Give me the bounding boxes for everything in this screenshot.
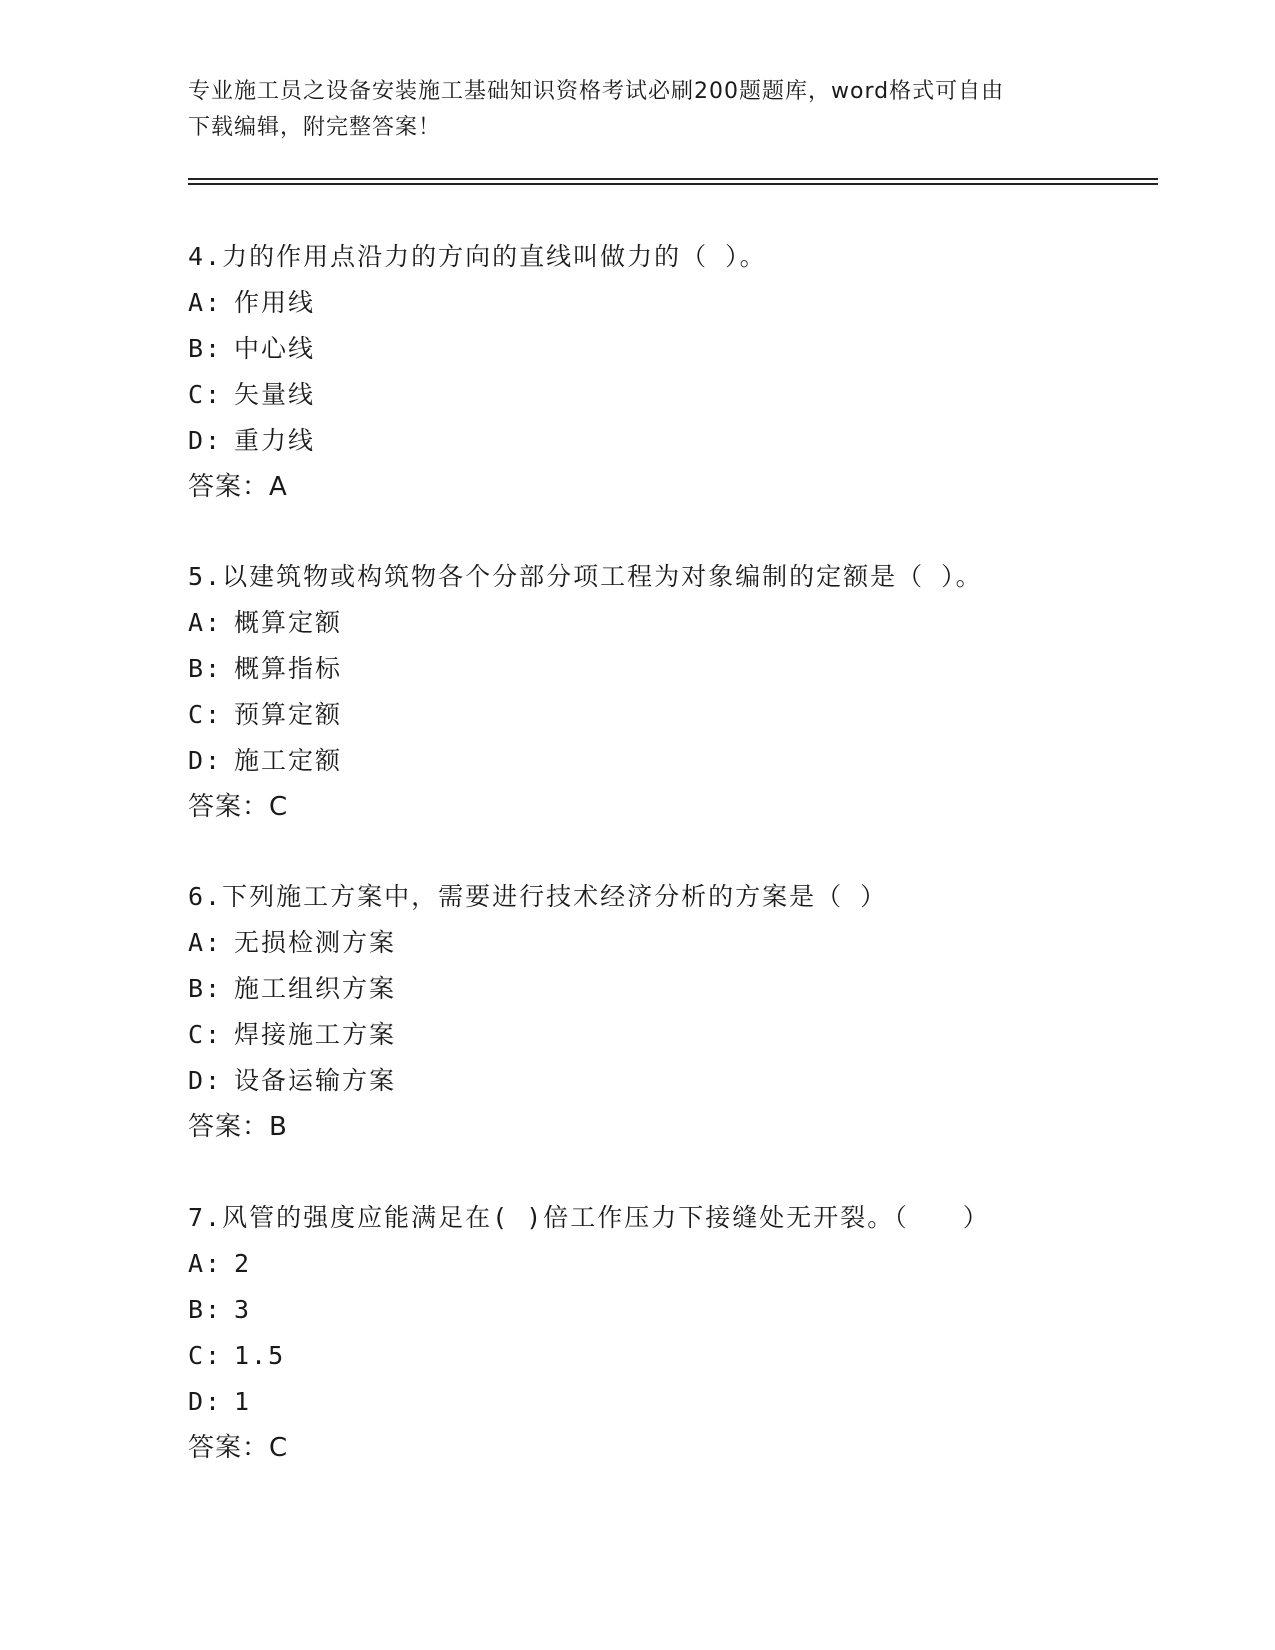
option-letter: C:: [188, 380, 223, 409]
option-b: [188, 966, 1188, 1012]
option-text: 作用线: [234, 288, 316, 317]
option-d: [188, 1379, 1188, 1425]
option-text: 预算定额: [234, 700, 343, 729]
option-letter: D:: [188, 426, 223, 455]
document-header: [188, 74, 1088, 146]
question-text: 6.下列施工方案中，需要进行技术经济分析的方案是（ ）: [188, 882, 888, 911]
answer-line: 答案：B: [188, 1112, 288, 1142]
answer-line: 答案：C: [188, 1433, 289, 1463]
option-letter: B:: [188, 1295, 223, 1324]
option-letter: D:: [188, 746, 223, 775]
option-b: [188, 1287, 1188, 1333]
option-d: [188, 1058, 1188, 1104]
option-text: 概算定额: [234, 608, 343, 637]
option-text: 无损检测方案: [234, 928, 397, 957]
option-c: [188, 1012, 1188, 1058]
answer-line: 答案：C: [188, 792, 289, 822]
option-letter: A:: [188, 288, 223, 317]
question-5: [188, 554, 1188, 830]
option-text: 中心线: [234, 334, 316, 363]
question-text: 5.以建筑物或构筑物各个分部分项工程为对象编制的定额是（ ）。: [188, 562, 983, 591]
option-letter: B:: [188, 334, 223, 363]
option-c: [188, 372, 1188, 418]
question-4: [188, 234, 1188, 510]
option-text: 设备运输方案: [234, 1066, 397, 1095]
option-c: [188, 692, 1188, 738]
option-b: [188, 326, 1188, 372]
header-divider-top: [188, 178, 1158, 180]
option-letter: A:: [188, 608, 223, 637]
option-text: 1: [234, 1387, 252, 1416]
option-text: 施工组织方案: [234, 974, 397, 1003]
option-text: 概算指标: [234, 654, 343, 683]
header-line-2: 下载编辑，附完整答案！: [188, 115, 442, 140]
option-letter: C:: [188, 1020, 223, 1049]
option-letter: D:: [188, 1066, 223, 1095]
option-d: [188, 418, 1188, 464]
option-b: [188, 646, 1188, 692]
header-divider-bottom: [188, 183, 1158, 185]
option-text: 矢量线: [234, 380, 316, 409]
option-text: 3: [234, 1295, 252, 1324]
option-a: [188, 920, 1188, 966]
option-letter: B:: [188, 654, 223, 683]
option-text: 1.5: [234, 1341, 286, 1370]
option-text: 施工定额: [234, 746, 343, 775]
option-letter: C:: [188, 1341, 223, 1370]
option-letter: C:: [188, 700, 223, 729]
option-c: [188, 1333, 1188, 1379]
option-text: 焊接施工方案: [234, 1020, 397, 1049]
question-7: [188, 1195, 1188, 1471]
option-a: [188, 1241, 1188, 1287]
answer-line: 答案：A: [188, 472, 288, 502]
option-letter: B:: [188, 974, 223, 1003]
option-letter: A:: [188, 1249, 223, 1278]
option-a: [188, 280, 1188, 326]
option-text: 2: [234, 1249, 252, 1278]
question-text: 4.力的作用点沿力的方向的直线叫做力的（ ）。: [188, 242, 767, 271]
option-a: [188, 600, 1188, 646]
question-text: 7.风管的强度应能满足在( )倍工作压力下接缝处无开裂。（ ）: [188, 1203, 990, 1232]
header-line-1: 专业施工员之设备安装施工基础知识资格考试必刷200题题库，word格式可自由: [188, 79, 1005, 104]
option-letter: A:: [188, 928, 223, 957]
option-d: [188, 738, 1188, 784]
option-letter: D:: [188, 1387, 223, 1416]
question-6: [188, 874, 1188, 1150]
option-text: 重力线: [234, 426, 316, 455]
